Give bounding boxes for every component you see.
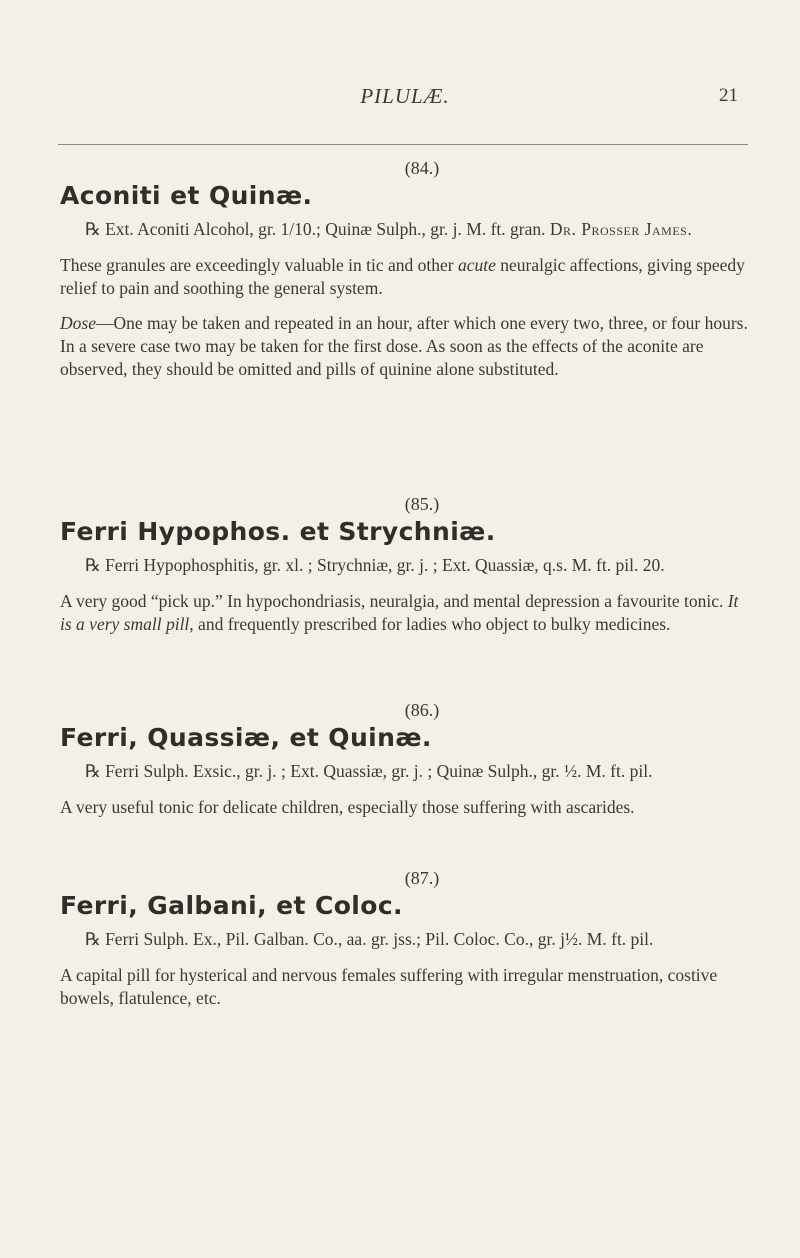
description-text: and frequently prescribed for ladies who object to bulky medicines. [193,614,671,634]
entry-heading: Ferri Hypophos. et Strychniæ. [60,517,496,546]
entry-number: (87.) [404,868,440,888]
description-text: A very good “pick up.” In hypochondriasis, neuralgia, and mental depression a favourite tonic. [60,591,728,611]
running-title: PILULÆ. [360,84,450,108]
page-number: 21 [719,85,738,106]
entry-description: A very useful tonic for delicate children, especially those suffering with ascarides. [60,797,635,817]
entry-description [60,254,750,300]
formula-author: Dr. Prosser James. [549,219,693,239]
description-text: These granules are exceedingly valuable in tic and other [60,255,458,275]
entry-description [60,590,750,636]
entry-number: (86.) [404,700,440,720]
entry-formula: ℞ Ferri Sulph. Exsic., gr. j. ; Ext. Quassiæ, gr. j. ; Quinæ Sulph., gr. ½. M. ft. pil. [85,761,653,781]
description-emphasis: acute [457,255,496,275]
entry-formula: ℞ Ferri Sulph. Ex., Pil. Galban. Co., aa. gr. jss.; Pil. Coloc. Co., gr. j½. M. ft. pil. [85,929,654,949]
entry-85 [60,494,750,648]
entry-heading: Aconiti et Quinæ. [60,181,313,210]
entry-number: (84.) [404,158,440,178]
entry-heading: Ferri, Galbani, et Coloc. [60,891,403,920]
entry-description: A capital pill for hysterical and nervous females suffering with irregular menstruation, costive bowels, flatulence, etc. [60,965,718,1008]
header-rule [58,144,748,145]
dose-label: Dose [60,313,96,333]
entry-number: (85.) [404,494,440,514]
dose-text: —One may be taken and repeated in an hour, after which one every two, three, or four hours. In a severe case two may be taken for the first dose. As soon as the effects of the aconite are observed, they should be omitted and pills of quinine alone substituted. [60,313,748,379]
entry-formula [84,218,750,241]
running-head [60,84,750,114]
description-emphasis: It is a very small pill, [60,591,739,634]
entry-84 [60,158,750,393]
entry-87 [60,868,750,1022]
formula-text: ℞ Ext. Aconiti Alcohol, gr. 1/10.; Quinæ Sulph., gr. j. M. ft. gran. [85,219,550,239]
entry-formula: ℞ Ferri Hypophosphitis, gr. xl. ; Strychniæ, gr. j. ; Ext. Quassiæ, q.s. M. ft. pil. 20. [85,555,665,575]
description-text: neuralgic affections, giving speedy relief to pain and soothing the general system. [60,255,745,298]
entry-heading: Ferri, Quassiæ, et Quinæ. [60,723,432,752]
entry-dose [60,312,750,381]
entry-86 [60,700,750,831]
